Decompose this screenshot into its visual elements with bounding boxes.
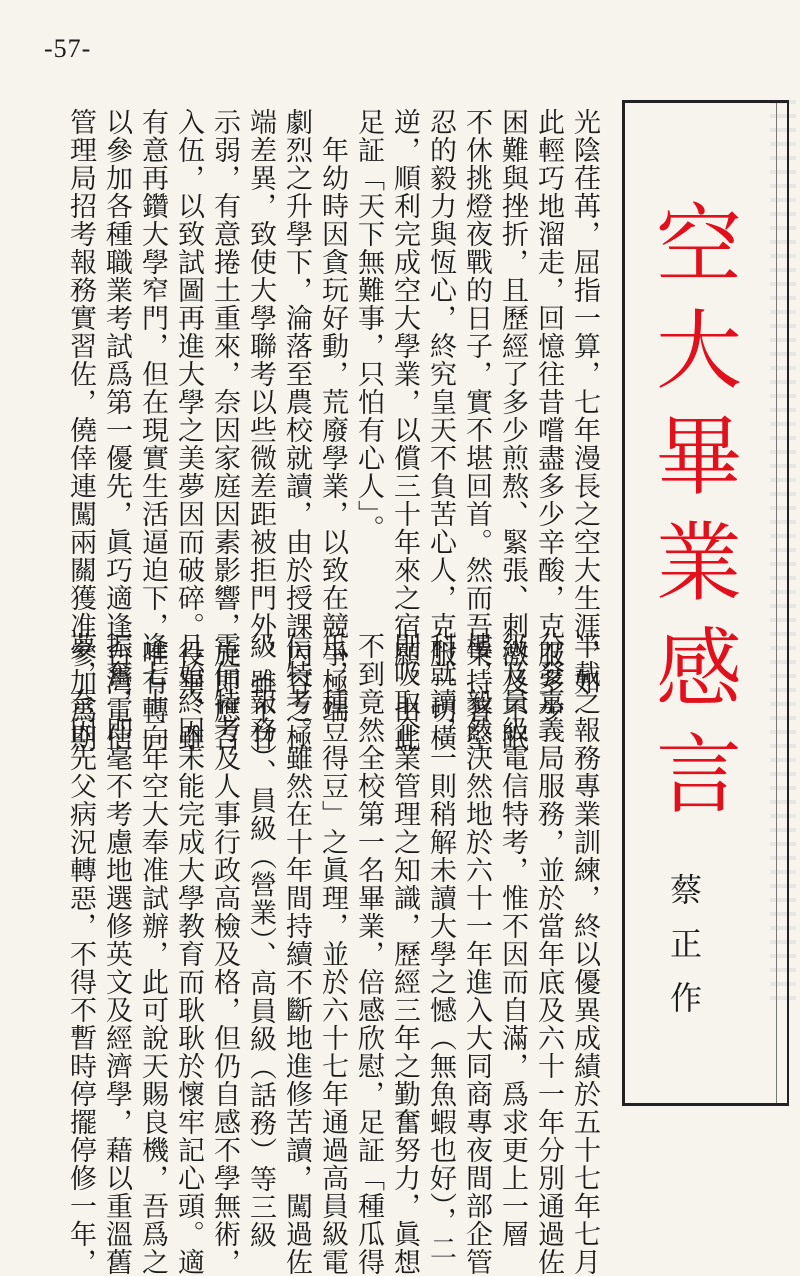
page-number: -57- [44, 34, 92, 63]
body-text-top [62, 108, 602, 752]
text-column: 級及員級電信特考，惟不因而自滿，爲求更上一層 [497, 632, 528, 1248]
text-column: 電信特考及人事行政高檢及格，但仍自感不學無術， [209, 632, 240, 1276]
text-column: 足証「天下無難事，只怕有心人」。 [353, 108, 384, 543]
text-column: 科就讀，一則稍解未讀大學之憾（無魚蝦也好），二 [425, 632, 456, 1263]
text-column: 則吸取企業管理之知識，歷經三年之勤奮努力，眞想 [389, 632, 420, 1276]
text-column: 振奮，即毫不考慮地選修英文及經濟學，藉以重溫舊 [101, 632, 132, 1276]
text-column: 逢七十二年空大奉准試辦，此可說天賜良機，吾爲之 [137, 632, 168, 1276]
text-column: 逆，順利完成空大學業，以償三十年來之宿願。由此 [389, 108, 420, 752]
text-column: 端差異，致使大學聯考以些微差距被拒門外，雖不甘 [245, 108, 276, 752]
text-column: 且始終因未能完成大學教育而耿耿於懷牢記心頭。適 [173, 632, 204, 1276]
body-text-bottom [62, 632, 602, 1276]
text-column: 級（報務）、員級（營業）、高員級（話務）等三級 [245, 632, 276, 1249]
text-column: 半載之報務專業訓練，終以優異成績於五十七年七月 [569, 632, 600, 1276]
text-column: 忍的毅力與恆心，終究皇天不負苦心人，克服一切橫 [425, 108, 456, 752]
author-byline: 蔡正作 [665, 873, 703, 1035]
text-column: 有意再鑽大學窄門，但在現實生活逼迫下，唯有轉向 [137, 108, 168, 752]
text-column: 劇烈之升學下，淪落至農校就讀，由於授課內容之極 [281, 108, 312, 752]
text-column: 以參加各種職業考試爲第一優先，眞巧適逢台灣電信 [101, 108, 132, 752]
text-column: 示弱，有意捲土重來，奈因家庭因素影響，旋即應召 [209, 108, 240, 752]
title-box [622, 100, 789, 1106]
text-column: 樓，毅然決然地於六十一年進入大同商專夜間部企管 [461, 632, 492, 1276]
text-column: 入伍，以致試圖再進大學之美夢因而破碎。役畢，雖 [173, 108, 204, 752]
text-column: 此輕巧地溜走，回憶往昔嚐盡多少辛酸，克服多少 [533, 108, 564, 724]
text-column: 管理局招考報務實習佐，僥倖連闖兩關獲准參加爲期 [65, 108, 96, 752]
text-column: 分發嘉義局服務，並於當年底及六十一年分別通過佐 [533, 632, 564, 1276]
text-column: 瓜，種豆得豆」之眞理，並於六十七年通過高員級電 [317, 632, 348, 1276]
text-column: 信特考。雖然在十年間持續不斷地進修苦讀，闖過佐 [281, 632, 312, 1276]
text-column: 不休挑燈夜戰的日子，實不堪回首。然而吾秉持著堅 [461, 108, 492, 752]
text-column: 夢，奈因先父病況轉惡，不得不暫時停擺停修一年， [65, 632, 96, 1276]
article-title: 空大畢業感言 [641, 199, 741, 835]
title-box-inner-rule [776, 103, 777, 1103]
text-column: 困難與挫折，且歷經了多少煎熬、緊張、刺激及不眠 [497, 108, 528, 752]
text-column: 不到竟然全校第一名畢業，倍感欣慰，足証「種瓜得 [353, 632, 384, 1276]
text-column: 年幼時因貪玩好動，荒廢學業，以致在競爭極端 [317, 108, 348, 724]
text-column: 光陰荏苒，屈指一算，七年漫長之空大生涯，如 [569, 108, 600, 696]
